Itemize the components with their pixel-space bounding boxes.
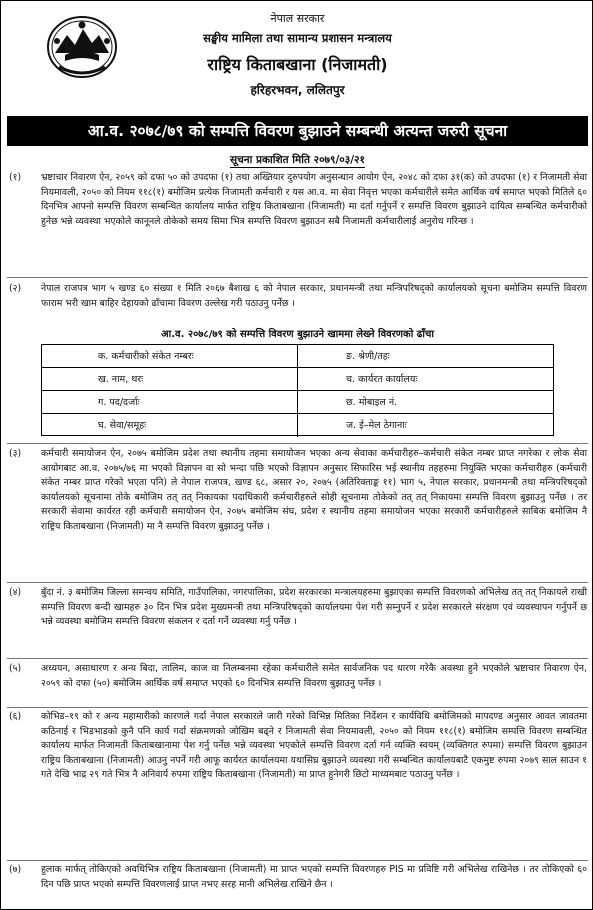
office-address: हरिहरभवन, ललितपुर xyxy=(250,83,345,97)
paragraph-7 xyxy=(9,863,587,892)
paragraph-number: (१) xyxy=(9,172,22,183)
paragraph-text: भ्रष्टाचार निवारण ऐन, २०५९ को दफा ५० को उपदफा (१) तथा अख्तियार दुरुपयोग अनुसन्धान आयोग ऐन, २०४८ को दफा ३१(क) को उपदफा (१) र निजामती सेवा नियमावली, २०५० को नियम ११८(१) बमोजिम प्रत्येक निजामती कर्मचारी र यस आ.व. मा सेवा निवृत्त भएका कर्मचारीले समेत आर्थिक वर्ष समाप्त भएको मितिले ६० दिनभित्र आफ्नो सम्पत्ति विवरण सम्बन्धित कार्यालय मार्फत राष्ट्रिय किताबखाना (निजामती) मा दर्ता गर्नुपर्ने र सम्पत्ति विवरण बुझाउने दायित्व सम्बन्धित कर्मचारीको हुनेछ भन्ने व्यवस्था भएकोले कानूनले तोकेको समय सिमा भित्र सम्पत्ति विवरण बुझाउन सबै निजामती कर्मचारीलाई अनुरोध गरिन्छ । xyxy=(41,172,587,227)
office-name: राष्ट्रिय किताबखाना (निजामती) xyxy=(207,55,388,74)
paragraph-3 xyxy=(9,447,587,535)
paragraph-text: नेपाल राजपत्र भाग ५ खण्ड ६० संख्या १ मिति २०६७ बैशाख ६ को नेपाल सरकार, प्रधानमन्त्री तथा मन्त्रिपरिषद्को कार्यालयको सूचना बमोजिम सम्पत्ति विवरण फाराम भरी खाम बाहिर देहायको ढाँचामा विवरण उल्लेख गरी पठाउनु पर्नेछ । xyxy=(41,283,587,309)
table-cell: क. कर्मचारीको संकेत नम्बरः xyxy=(42,345,298,368)
notice-title-banner: आ.व. २०७८/७९ को सम्पत्ति विवरण बुझाउने सम्बन्धी अत्यन्त जरुरी सूचना xyxy=(7,116,588,146)
table-cell: च. कार्यरत कार्यालयः xyxy=(346,374,418,385)
table-row xyxy=(42,368,553,391)
table-cell: घ. सेवा/समूहः xyxy=(42,414,298,437)
divider xyxy=(7,582,588,583)
publication-date-text: सूचना प्रकाशित मिति २०७९/०३/२१ xyxy=(230,154,365,166)
paragraph-text: कर्मचारी समायोजन ऐन, २०७५ बमोजिम प्रदेश तथा स्थानीय तहमा समायोजन भएका अन्य सेवाका कर्मचारीहरु–कर्मचारी संकेत नम्बर प्राप्त नगरेका र लोक सेवा आयोगबाट आ.व. २०७५/७६ मा भएको विज्ञापन वा सो भन्दा पछि भएको विज्ञापन अनुसार सिफारिस भई स्थानीय तहहरुमा नियुक्ति भएका कर्मचारीहरु (कर्मचारी संकेत नम्बर प्राप्त गरेको भएता पनि) ले नेपाल राजपत्र, खण्ड ६८, असार २०, २०७५ (अतिरिक्ताङ्क ११) भाग ५, नेपाल सरकार, प्रधानमन्त्री तथा मन्त्रिपरिषद्को कार्यालयको सूचनामा तोके बमोजिम तत् तत् निकायका पदाधिकारी कर्मचारीहरुले सोही सूचनामा तोकेको तत् तत् निकायमा सम्पत्ति विवरण बुझाउनु पर्नेछ । तर सरकारी सेवामा कार्यरत रही कर्मचारी समायोजन ऐन, २०७५ बमोजिम संघ, प्रदेश र स्थानीय तहमा समायोजन भएका सरकारी कर्मचारीहरुले साबिक बमोजिम नै राष्ट्रिय किताबखाना (निजामती) मा नै सम्पत्ति विवरण बुझाउनु पर्नेछ । xyxy=(41,448,587,532)
divider xyxy=(7,443,588,444)
paragraph-2 xyxy=(9,282,587,311)
table-cell: छ. मोबाइल नं. xyxy=(346,397,398,408)
table-row xyxy=(42,391,553,414)
paragraph-text: बुँदा नं. ३ बमोजिम जिल्ला समन्वय समिति, गाउँपालिका, नगरपालिका, प्रदेश सरकारका मन्त्रालयहरुमा बुझाएका सम्पत्ति विवरणको अभिलेख तत् तत् निकायले राखी सम्पत्ति विवरण बन्दी खामहरु ३० दिन भित्र प्रदेश मुख्यमन्त्री तथा मन्त्रिपरिषद्को कार्यालयमा पेश गरी सम्नुपर्ने र प्रदेश सरकारले संरक्षण एवं व्यवस्थापन गर्नुपर्ने छ भन्ने व्यवस्था बमोजिम सम्पत्ति विवरण संकलन र दर्ता गर्ने व्यवस्था गर्नु पर्नेछ । xyxy=(41,587,587,628)
paragraph-number: (३) xyxy=(9,448,22,459)
paragraph-4 xyxy=(9,586,587,630)
paragraph-number: (५) xyxy=(9,663,22,674)
table-cell: ज. ई–मेल ठेगानाः xyxy=(346,420,407,431)
table-cell: ख. नाम, थरः xyxy=(42,368,298,391)
paragraph-number: (४) xyxy=(9,587,22,598)
envelope-format-table xyxy=(41,344,554,436)
paragraph-5 xyxy=(9,662,587,691)
divider xyxy=(7,860,588,861)
table-row xyxy=(42,345,553,368)
paragraph-text: कोभिड–१९ को र अन्य महामारीको कारणले गर्दा नेपाल सरकारले जारी गरेको विभिन्न मितिका निर्देशन र कार्यविधि बमोजिमको मापदण्ड अनुसार आवत जावतमा कठिनाई र भिडभाडको कुनै पनि कार्य गर्दा संक्रमणको जोखिम बढ्ने र निजामती सेवा नियमावली, २०५० को नियम ११८(१) बमोजिम सम्पत्ति विवरण सम्बन्धित कार्यालय मार्फत निजामती किताबखानामा पेश गर्नु पर्नेछ भन्ने व्यवस्था भएकोले सम्पत्ति विवरण दर्ता गर्न व्यक्ति स्वयम् (व्यक्तिगत रुपमा) सम्पत्ति विवरण बुझाउन राष्ट्रिय किताबखाना (निजामती) आउनु नपर्ने गरी आफू कार्यरत कार्यालयमा यथासिघ्र बुझाउने व्यवस्था गरी सम्बन्धित कार्यालयबाटै एकमुष्ट रुपमा २०७९ साल साउन १ गते देखि भाद्र २९ गते भित्र नै अनिवार्य रुपमा राष्ट्रिय किताबखाना (निजामती) मा प्राप्त हुनेगरी छिटो माध्यमबाट पठाउनु पर्नेछ । xyxy=(41,711,587,781)
table-cell: ङ. श्रेणी/तहः xyxy=(346,351,390,362)
ministry-name: सङ्घीय मामिला तथा सामान्य प्रशासन मन्त्रालय xyxy=(203,31,392,45)
table-row xyxy=(42,414,553,437)
government-name: नेपाल सरकार xyxy=(270,12,325,25)
paragraph-text: हुलाक मार्फत् तोकिएको अवधिभित्र राष्ट्रिय किताबखाना (निजामती) मा प्राप्त भएको सम्पत्ति विवरणहरु PIS मा प्रविष्टि गरी अभिलेख राखिनेछ । तर तोकिएको ६० दिन पछि प्राप्त भएको सम्पत्ति विवरणलाई प्राप्त नभए सरह मानी अभिलेख राखिने छैन । xyxy=(41,864,587,890)
divider xyxy=(7,277,588,278)
envelope-format-title: आ.व. २०७८/७९ को सम्पत्ति विवरण बुझाउने खाममा लेख्ने विवरणको ढाँचा xyxy=(161,329,434,340)
paragraph-1 xyxy=(9,171,587,229)
divider xyxy=(7,707,588,708)
publication-date xyxy=(1,153,593,167)
divider xyxy=(7,658,588,659)
paragraph-number: (७) xyxy=(9,864,22,875)
paragraph-number: (२) xyxy=(9,283,22,294)
paragraph-text: अध्ययन, असाधारण र अन्य बिदा, तालिम, काज वा निलम्बनमा रहेका कर्मचारीले समेत सार्वजनिक पद धारण गरेकै अवस्था हुने भएकोले भ्रष्टाचार निवारण ऐन, २०५९ को दफा (५०) बमोजिम आर्थिक वर्ष समाप्त भएको ६० दिनभित्र सम्पत्ति विवरण बुझाउनु पर्नेछ । xyxy=(41,663,587,689)
paragraph-number: (६) xyxy=(9,711,22,722)
table-cell: ग. पद/दर्जाः xyxy=(42,391,298,414)
paragraph-6 xyxy=(9,710,587,783)
header xyxy=(1,1,593,113)
